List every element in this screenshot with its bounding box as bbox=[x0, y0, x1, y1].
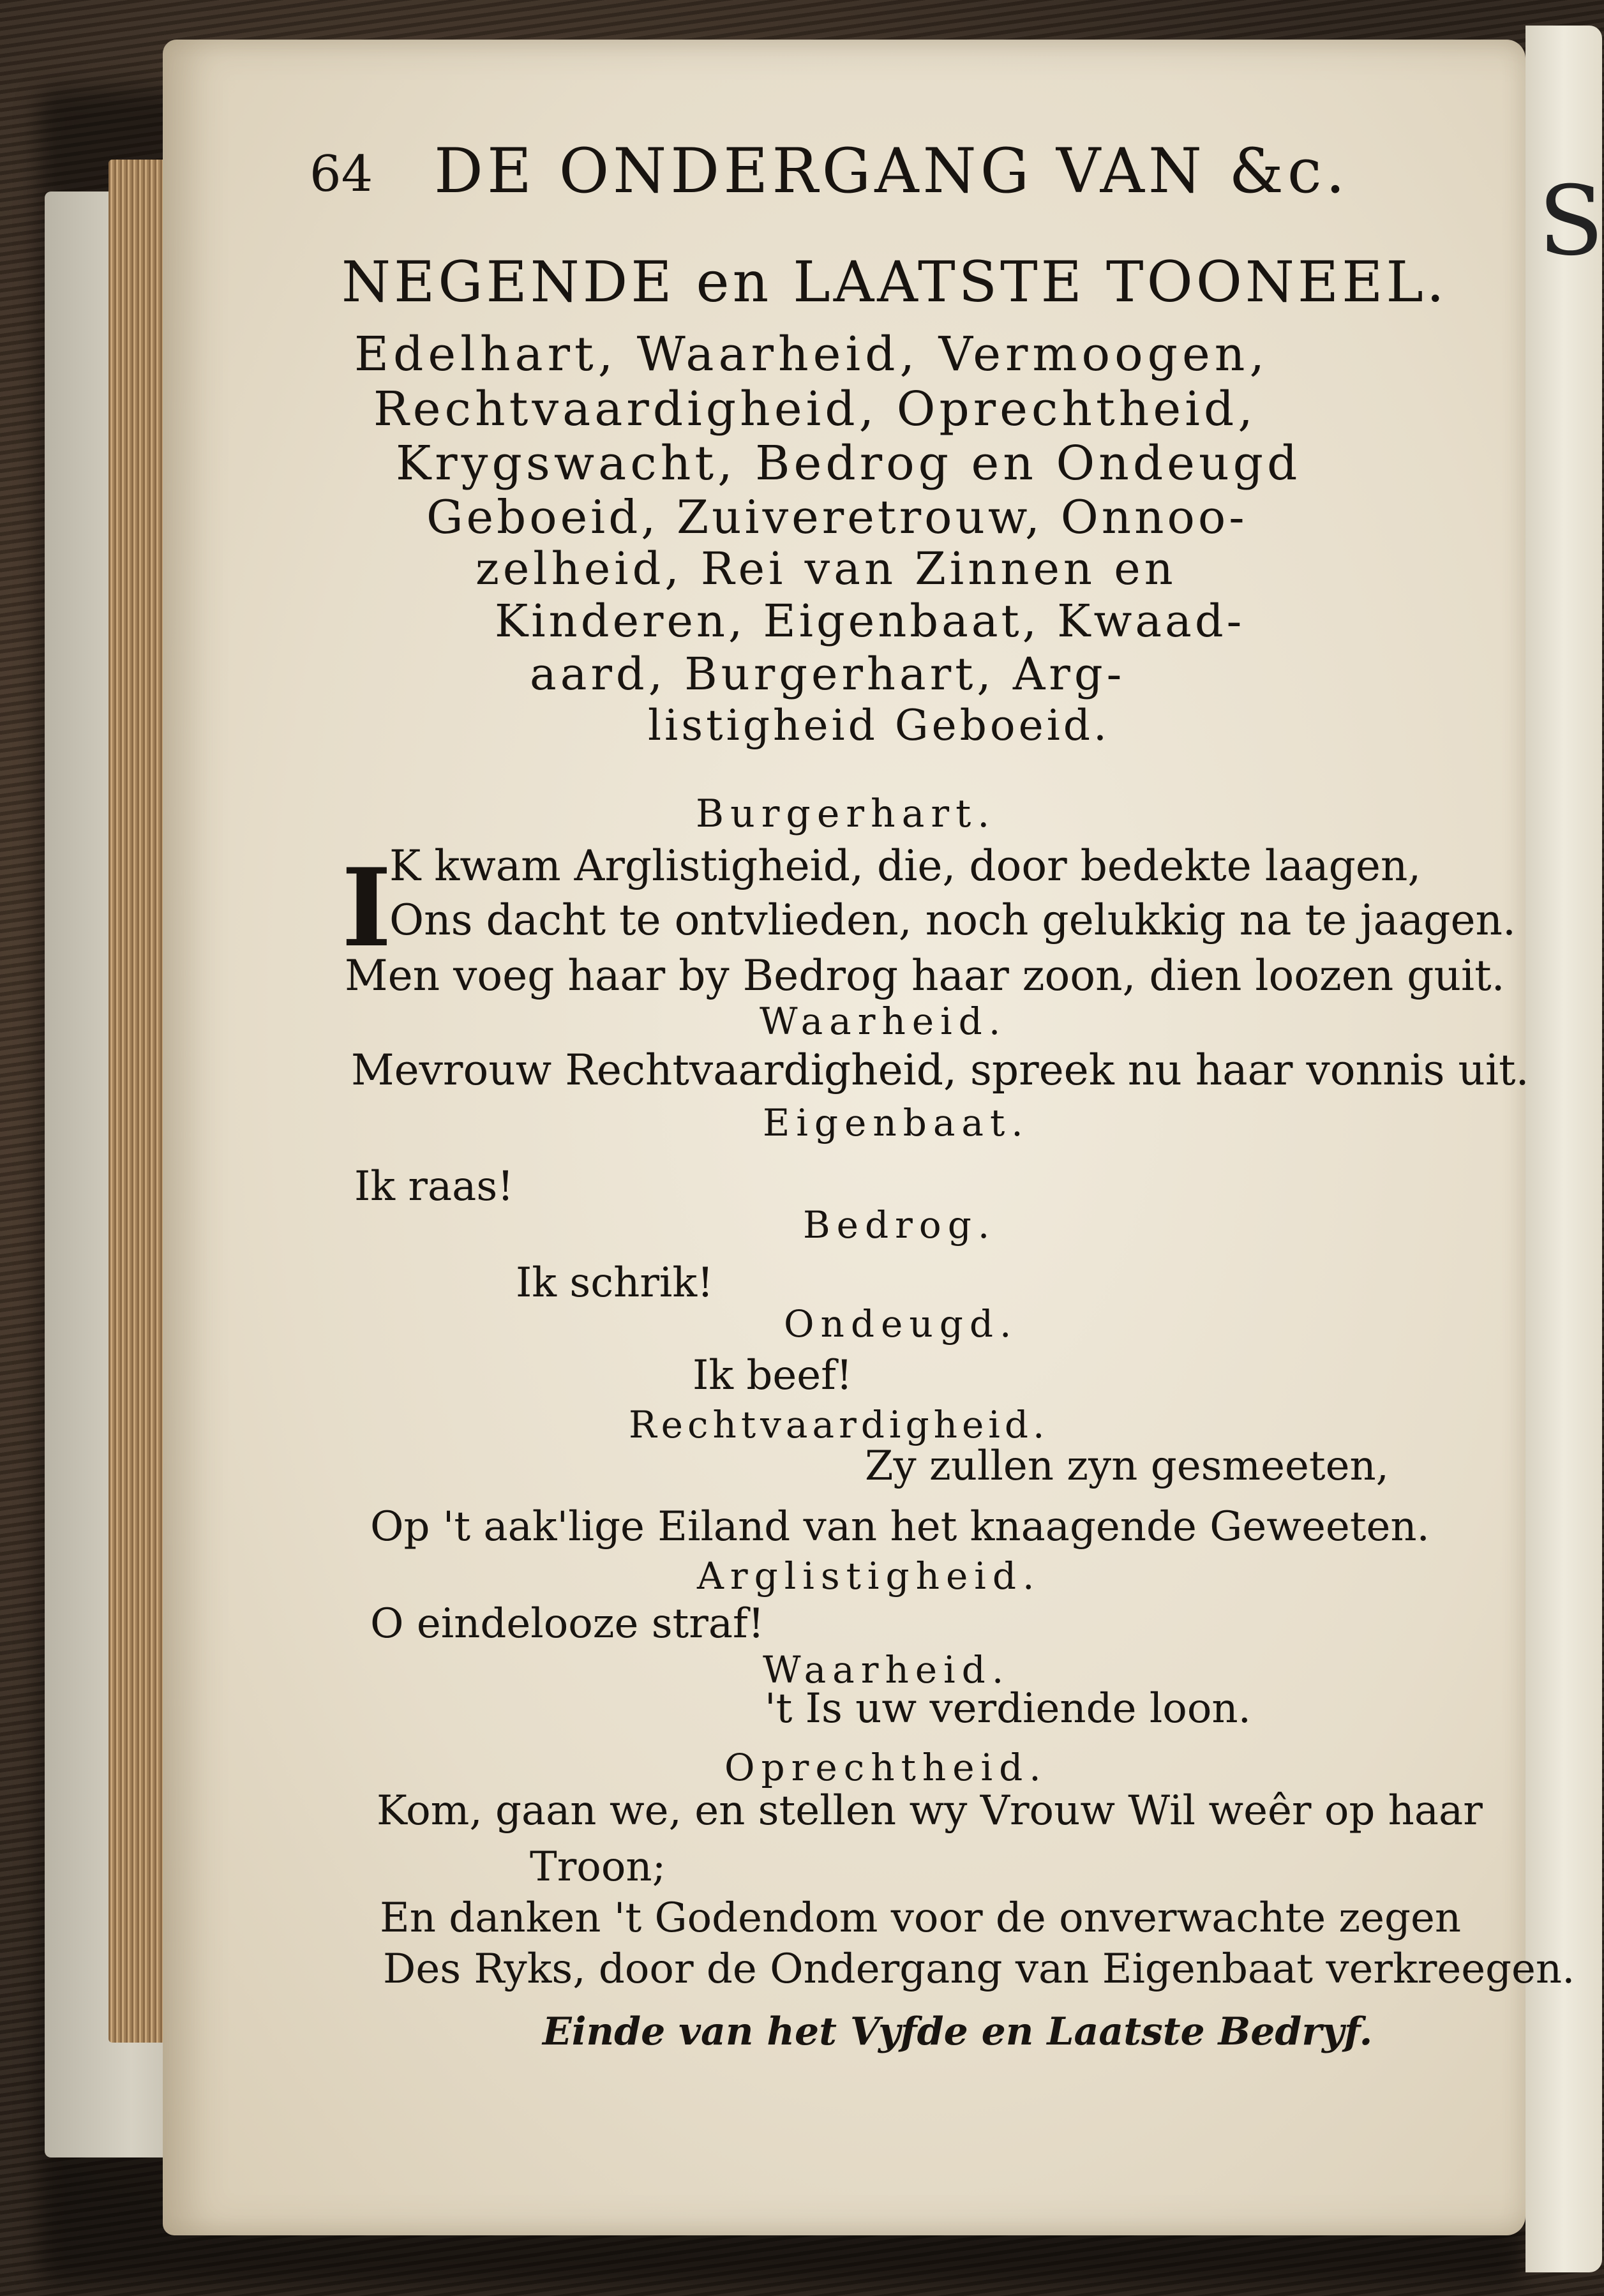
scene-title: NEGENDE en LAATSTE TOONEEL. bbox=[341, 249, 1448, 315]
facing-page-fragment: S bbox=[1538, 166, 1604, 277]
verse-line-1: K kwam Arglistigheid, die, door bedekte laagen, bbox=[389, 841, 1421, 890]
page-number: 64 bbox=[310, 146, 373, 203]
cast-line-6: Kinderen, Eigenbaat, Kwaad- bbox=[495, 595, 1245, 647]
speaker-rechtvaardigheid: Rechtvaardigheid. bbox=[629, 1403, 1049, 1446]
verse-line-7: Ik beef! bbox=[693, 1352, 853, 1399]
speaker-waarheid-1: Waarheid. bbox=[760, 1000, 1007, 1043]
verse-line-6: Ik schrik! bbox=[516, 1259, 714, 1307]
drop-cap: I bbox=[341, 844, 392, 971]
verse-line-3: Men voeg haar by Bedrog haar zoon, dien loozen guit. bbox=[345, 951, 1505, 1000]
cast-line-8: listigheid Geboeid. bbox=[648, 701, 1111, 750]
cast-line-2: Rechtvaardigheid, Oprechtheid, bbox=[373, 382, 1257, 437]
speaker-waarheid-2: Waarheid. bbox=[763, 1648, 1010, 1692]
speaker-eigenbaat: Eigenbaat. bbox=[763, 1101, 1030, 1144]
verse-line-10: O eindelooze straf! bbox=[370, 1600, 765, 1647]
cast-line-1: Edelhart, Waarheid, Vermoogen, bbox=[354, 327, 1269, 382]
running-title: DE ONDERGANG VAN &c. bbox=[434, 135, 1349, 207]
cast-line-7: aard, Burgerhart, Arg- bbox=[530, 648, 1126, 700]
speaker-arglistigheid: Arglistigheid. bbox=[697, 1554, 1041, 1598]
speaker-bedrog: Bedrog. bbox=[803, 1203, 996, 1247]
speaker-ondeugd: Ondeugd. bbox=[784, 1302, 1018, 1346]
verse-line-15: Des Ryks, door de Ondergang van Eigenbaat verkreegen. bbox=[383, 1946, 1575, 1993]
facing-page bbox=[1525, 26, 1602, 2272]
cast-line-4: Geboeid, Zuiveretrouw, Onnoo- bbox=[426, 490, 1248, 544]
verse-line-12: Kom, gaan we, en stellen wy Vrouw Wil weêr op haar bbox=[377, 1787, 1483, 1835]
verse-line-8: Zy zullen zyn gesmeeten, bbox=[865, 1443, 1389, 1490]
cast-line-5: zelheid, Rei van Zinnen en bbox=[476, 543, 1177, 595]
speaker-burgerhart: Burgerhart. bbox=[696, 792, 996, 836]
verse-line-11: 't Is uw verdiende loon. bbox=[765, 1685, 1251, 1732]
speaker-oprechtheid: Oprechtheid. bbox=[724, 1746, 1047, 1789]
verse-line-14: En danken 't Godendom voor de onverwachte zegen bbox=[380, 1895, 1462, 1942]
closing-line: Einde van het Vyfde en Laatste Bedryf. bbox=[543, 2009, 1373, 2054]
verse-line-5: Ik raas! bbox=[354, 1163, 514, 1210]
verse-line-9: Op 't aak'lige Eiland van het knaagende Geweeten. bbox=[370, 1503, 1430, 1550]
verse-line-13: Troon; bbox=[530, 1843, 666, 1891]
cast-line-3: Krygswacht, Bedrog en Ondeugd bbox=[396, 436, 1301, 491]
verse-line-2: Ons dacht te ontvlieden, noch gelukkig na te jaagen. bbox=[389, 896, 1516, 945]
verse-line-4: Mevrouw Rechtvaardigheid, spreek nu haar vonnis uit. bbox=[351, 1046, 1529, 1095]
